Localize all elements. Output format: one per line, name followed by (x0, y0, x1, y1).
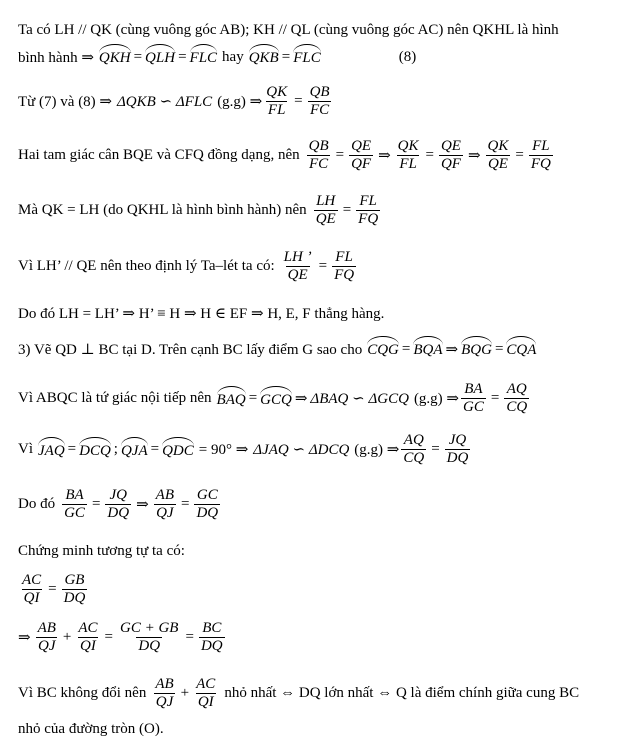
equation-sum: ⇒ $\frac{AB}{QJ}$ + $\frac{AC}{QI}$ = $\frac{GC + GB}{DQ}$ = $\frac{BC}{DQ}$ (18, 620, 223, 654)
fraction: $\frac{AB}{QJ}$ (37, 620, 56, 654)
angle-arc: CQA (506, 339, 536, 359)
text: Ta có LH // QK (cùng vuông góc AB); KH // QL (cùng vuông góc AC) nên QKHL là hình (18, 22, 559, 38)
angle-arc: FLC (293, 47, 321, 67)
paragraph-qk-lh: Mà QK = LH (do QKHL là hình bình hành) nên $\frac{LH}{QE}$ = $\frac{FL}{FQ}$ (18, 193, 379, 227)
text: nhỏ của đường tròn (O). (18, 721, 164, 737)
fraction: $\frac{AQ}{CQ}$ (403, 432, 425, 466)
fraction: $\frac{QE}{QF}$ (351, 138, 372, 172)
fraction: $\frac{QE}{QF}$ (440, 138, 461, 172)
fraction: $\frac{FL}{FQ}$ (530, 138, 551, 172)
text: hay (222, 48, 244, 65)
paragraph-conclusion: Vì BC không đổi nên $\frac{AB}{QJ}$ + $\frac{AC}{QI}$ nhỏ nhất ⇔ DQ lớn nhất ⇔ Q là điểm chính giữa cung BC (18, 676, 580, 710)
fraction: $\frac{QB}{FC}$ (308, 138, 329, 172)
fraction: $\frac{AQ}{CQ}$ (506, 381, 528, 415)
paragraph-part3: 3) Vẽ QD ⊥ BC tại D. Trên cạnh BC lấy điểm G sao cho CQG = BQA ⇒ BQG = CQA (18, 340, 537, 358)
text: Vì ABQC là tứ giác nội tiếp nên (18, 390, 212, 406)
paragraph-parallelogram (18, 22, 559, 39)
angle-arc: CQG (367, 339, 399, 359)
text: Vì LH’ // QE nên theo định lý Ta–lét ta có: (18, 258, 275, 274)
paragraph-cyclic: Vì ABQC là tứ giác nội tiếp nên BAQ = GCQ ⇒ ΔBAQ ∽ ΔGCQ (g.g) ⇒ $\frac{BA}{GC}$ = $\frac{AQ}{CQ}$ (18, 381, 528, 415)
fraction: $\frac{AC}{QI}$ (196, 676, 216, 710)
text: (g.g) ⇒ (354, 442, 400, 458)
text: 3) Vẽ QD ⊥ BC tại D. Trên cạnh BC lấy điểm G sao cho (18, 341, 363, 358)
fraction: $\frac{JQ}{DQ}$ (446, 432, 469, 466)
text: = 90° ⇒ (198, 442, 249, 458)
angle-arc: QJA (121, 440, 148, 460)
angle-arc: QLH (145, 47, 175, 67)
fraction: $\frac{AB}{QJ}$ (155, 487, 174, 521)
text: Từ (7) và (8) ⇒ (18, 94, 112, 110)
text: bình hành ⇒ (18, 49, 94, 66)
fraction: $\frac{BC}{DQ}$ (200, 620, 223, 654)
angle-arc: BQA (413, 339, 442, 359)
text: (g.g) ⇒ (413, 391, 459, 407)
text: nhỏ nhất ⇔ DQ lớn nhất ⇔ Q là điểm chính giữa cung BC (224, 685, 580, 701)
fraction: $\frac{BA}{GC}$ (64, 487, 85, 521)
paragraph-similar-1: Từ (7) và (8) ⇒ ΔQKB ∽ ΔFLC (g.g) ⇒ $\frac{QK}{FL}$ = $\frac{QB}{FC}$ (18, 84, 330, 118)
fraction: $\frac{AC}{QI}$ (78, 620, 98, 654)
angle-arc: QKB (249, 47, 279, 67)
text: Do đó (18, 496, 56, 512)
angle-arc: QDC (162, 440, 194, 460)
text: Vì (18, 441, 33, 457)
fraction: $\frac{JQ}{DQ}$ (107, 487, 130, 521)
fraction: $\frac{QK}{FL}$ (266, 84, 288, 118)
fraction: $\frac{AB}{QJ}$ (155, 676, 174, 710)
text: Do đó LH = LH’ ⇒ H’ ≡ H ⇒ H ∈ EF ⇒ H, E, F thẳng hàng. (18, 306, 385, 322)
fraction: $\frac{LH ’}{QE}$ (283, 249, 312, 283)
paragraph-isosceles: Hai tam giác cân BQE và CFQ đồng dạng, nên $\frac{QB}{FC}$ = $\frac{QE}{QF}$ ⇒ $\frac{QK}{FL}$ = $\frac{QE}{QF}$ ⇒ $\frac{QK}{QE}$ = $\frac{FL}{FQ}$ (18, 138, 551, 172)
angle-arc: GCQ (260, 389, 292, 409)
angle-arc: BAQ (217, 389, 246, 409)
fraction: $\frac{FL}{FQ}$ (358, 193, 379, 227)
fraction: $\frac{QK}{QE}$ (487, 138, 509, 172)
fraction: $\frac{FL}{FQ}$ (334, 249, 355, 283)
fraction: $\frac{BA}{GC}$ (463, 381, 484, 415)
fraction: $\frac{GB}{DQ}$ (63, 572, 86, 606)
fraction: $\frac{GC}{DQ}$ (196, 487, 219, 521)
angle-arc: FLC (190, 47, 218, 67)
angle-arc: BQG (461, 339, 492, 359)
fraction: $\frac{GC + GB}{DQ}$ (120, 620, 179, 654)
math-expr: ΔBAQ ∽ ΔGCQ (310, 391, 409, 407)
fraction: $\frac{LH}{QE}$ (315, 193, 336, 227)
text: Hai tam giác cân BQE và CFQ đồng dạng, nên (18, 147, 300, 163)
paragraph-collinear (18, 304, 384, 323)
paragraph-thales: Vì LH’ // QE nên theo định lý Ta–lét ta có: $\frac{LH ’}{QE}$ = $\frac{FL}{FQ}$ (18, 249, 355, 283)
angle-arc: QKH (99, 47, 131, 67)
fraction: $\frac{QK}{FL}$ (397, 138, 419, 172)
math-expr: ΔQKB ∽ ΔFLC (117, 94, 213, 110)
paragraph-conclusion-line2 (18, 721, 164, 738)
equation-number: (8) (398, 48, 417, 65)
paragraph-right-angles: Vì JAQ = DCQ ; QJA = QDC = 90° ⇒ ΔJAQ ∽ ΔDCQ (g.g) ⇒ $\frac{AQ}{CQ}$ = $\frac{JQ}{DQ}$ (18, 432, 469, 466)
text: Vì BC không đổi nên (18, 685, 147, 701)
paragraph-therefore: Do đó $\frac{BA}{GC}$ = $\frac{JQ}{DQ}$ ⇒ $\frac{AB}{QJ}$ = $\frac{GC}{DQ}$ (18, 487, 219, 521)
angle-arc: JAQ (38, 440, 65, 460)
text: Chứng minh tương tự ta có: (18, 543, 185, 559)
text: Mà QK = LH (do QKHL là hình bình hành) nên (18, 202, 307, 218)
fraction: $\frac{AC}{QI}$ (22, 572, 42, 606)
math-expr: ΔJAQ ∽ ΔDCQ (253, 442, 350, 458)
paragraph-similarly (18, 543, 185, 560)
fraction: $\frac{QB}{FC}$ (309, 84, 330, 118)
angle-arc: DCQ (79, 440, 111, 460)
paragraph-parallelogram-line2: bình hành ⇒ QKH = QLH = FLC hay QKB = FLC (8) (18, 48, 417, 66)
text: (g.g) ⇒ (217, 94, 263, 110)
equation-ac-qi: $\frac{AC}{QI}$ = $\frac{GB}{DQ}$ (22, 572, 86, 606)
